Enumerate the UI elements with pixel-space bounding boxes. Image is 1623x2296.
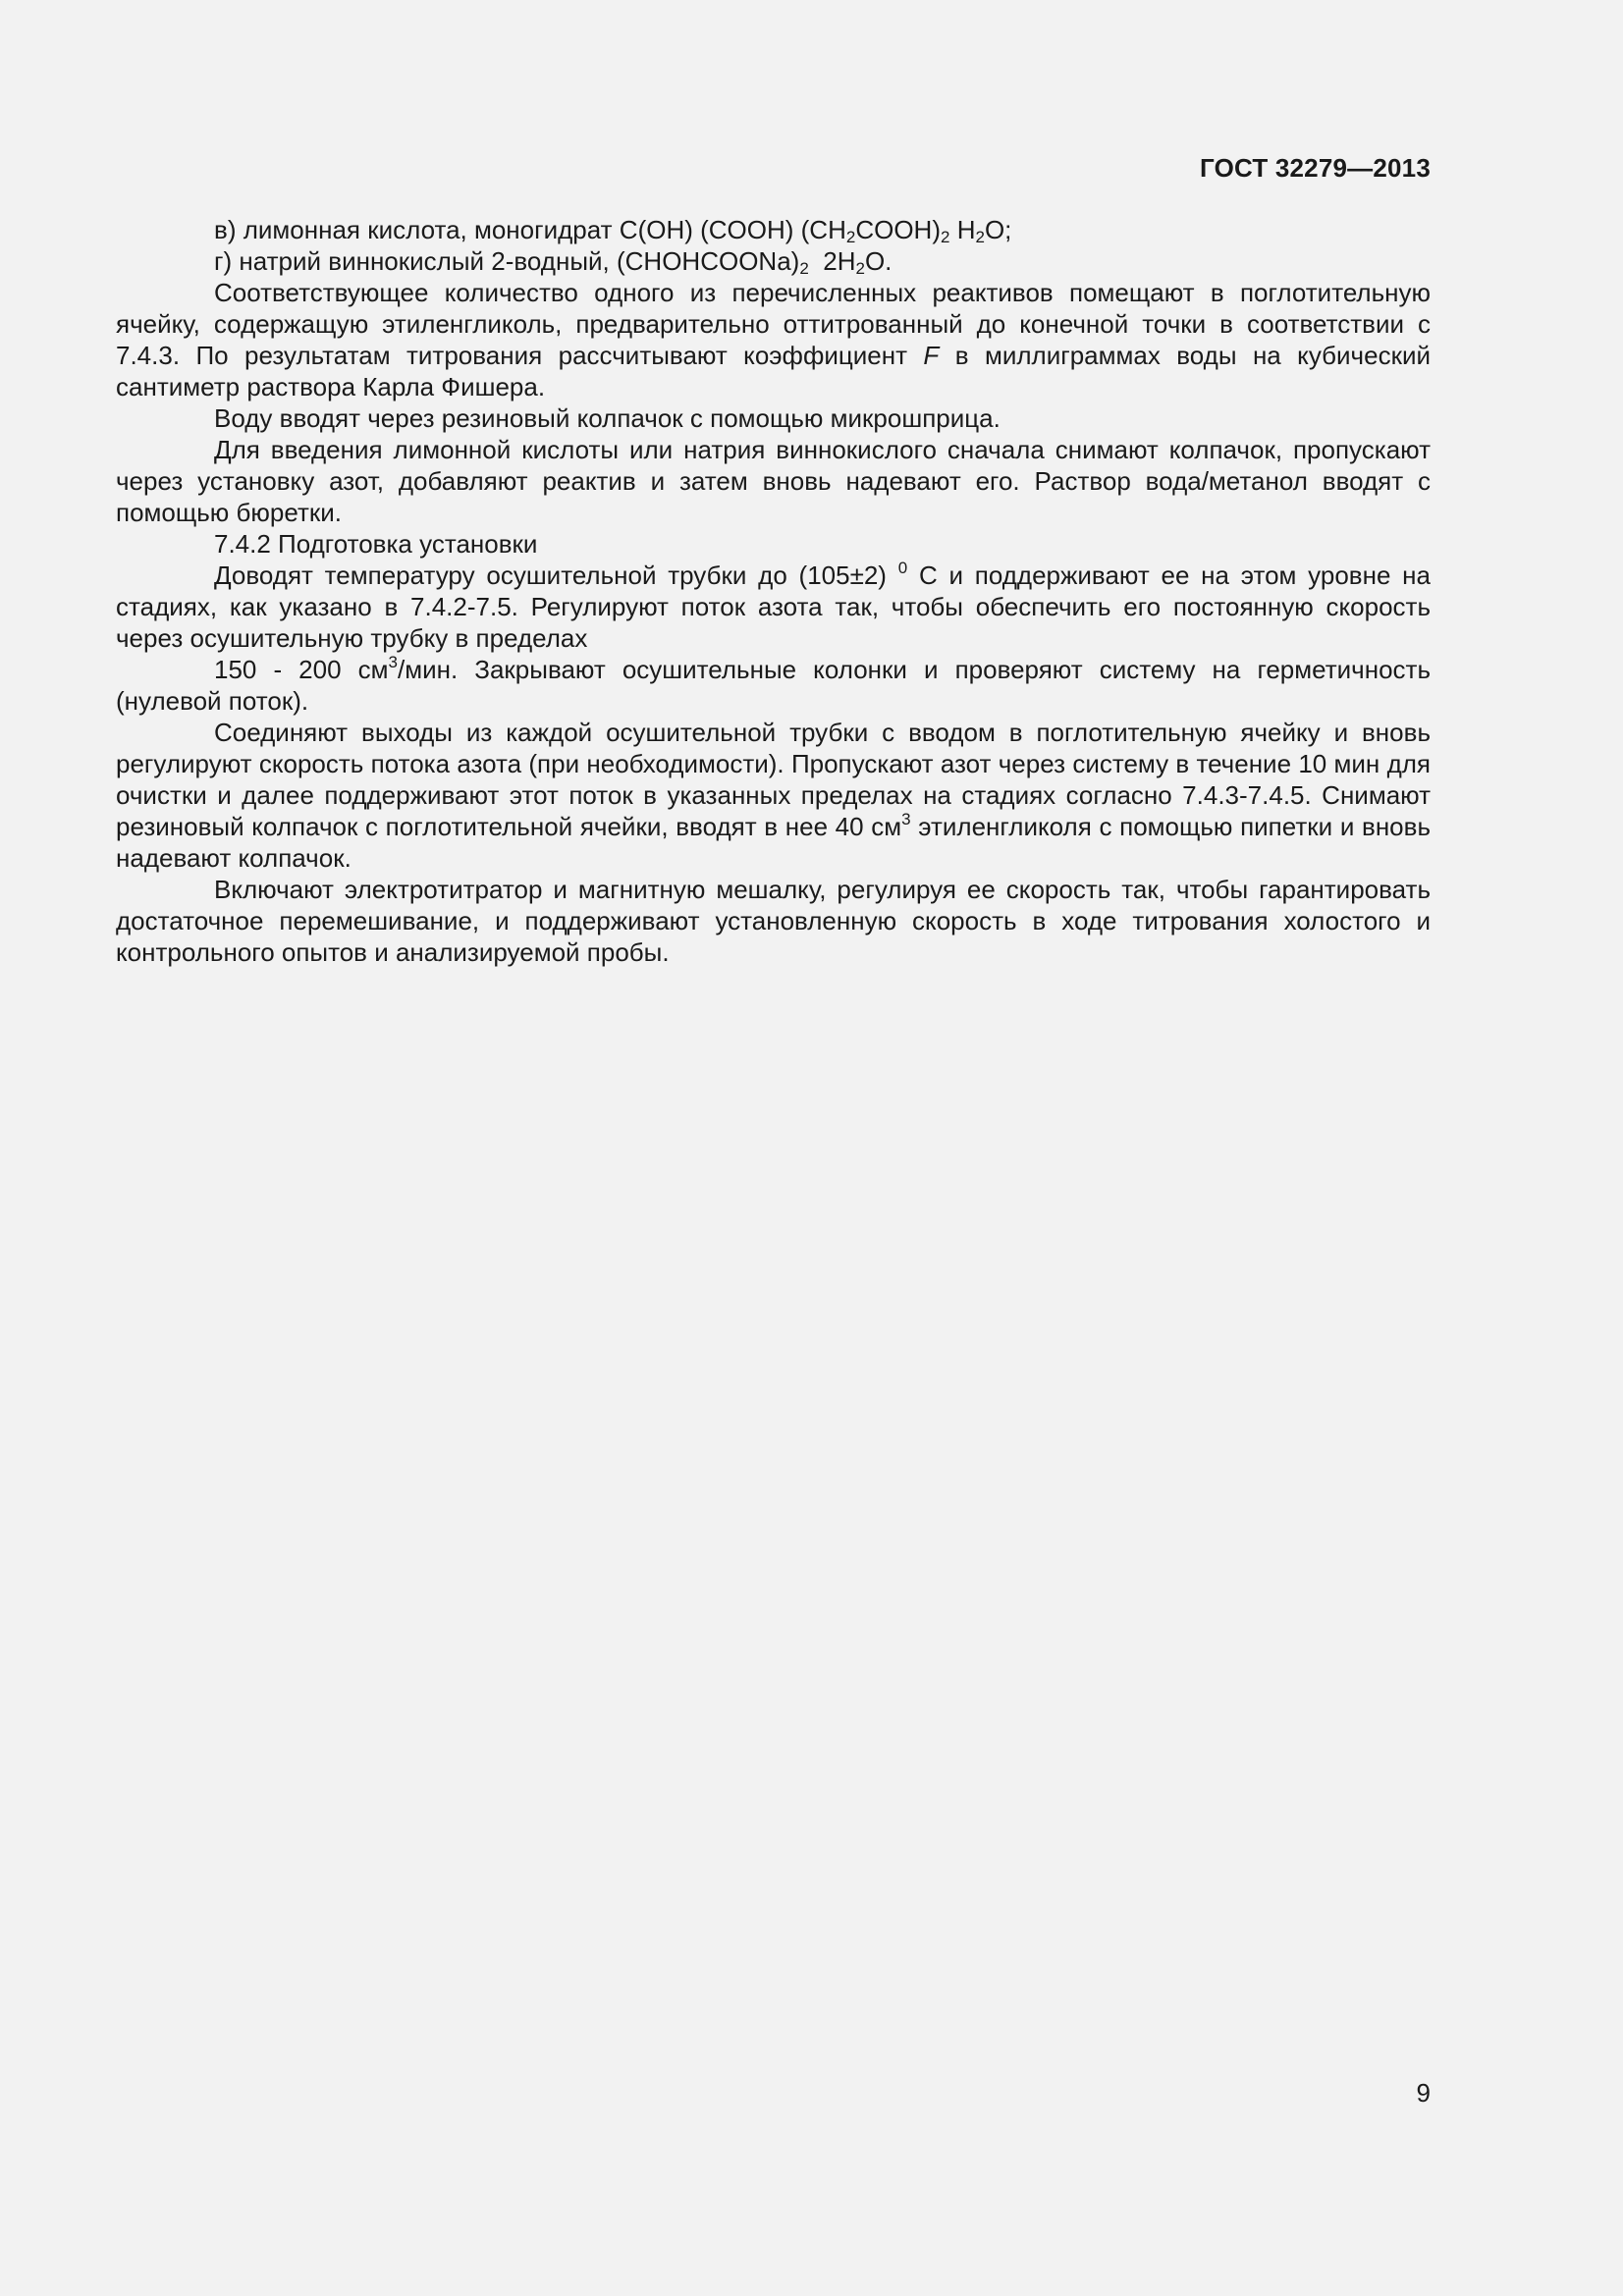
subscript: 2 [845,228,856,246]
subscript: 2 [855,259,865,278]
paragraph-reagent-introduction: Для введения лимонной кислоты или натрия виннокислого сначала снимают колпачок, пропускают через установку азот, добавляют реактив и затем вновь надевают его. Раствор вода/метанол вводят с помощью бюретки. [116,435,1431,527]
page-number: 9 [1416,2078,1431,2108]
text-span: Соответствующее количество одного из перечисленных реактивов помещают в поглотительную ячейку, содержащую этиленгликоль, предварительно оттитрованный до конечной точки в соответствии с 7.4.3. По результатам титрования рассчитывают коэффициент [116,278,1431,370]
text-span: COOH) [855,215,941,244]
text-span: в) лимонная кислота, моногидрат C(OH) (COOH) (CH [214,215,846,244]
text-span: O; [984,215,1012,244]
paragraph-connect-outlets [116,717,1431,874]
superscript: 3 [901,810,911,828]
section-heading-7-4-2: 7.4.2 Подготовка установки [214,529,538,559]
paragraph-water-injection: Воду вводят через резиновый колпачок с помощью микрошприца. [214,403,1001,433]
text-span: в миллиграммах воды на кубический сантиметр раствора Карла Фишера. [116,341,1431,401]
text-span: O. [864,246,893,276]
text-span: г) натрий виннокислый 2-водный, (CHOHCOONa) [214,246,800,276]
text-span: 150 - 200 см [214,655,389,684]
variable-f: F [923,341,940,370]
text-span: С и поддерживают ее на этом уровне на стадиях, как указано в 7.4.2-7.5. Регулируют поток азота так, чтобы обеспечить его постоянную скорость через осушительную трубку в пределах [116,561,1432,653]
text-span: Доводят температуру осушительной трубки до (105±2) [214,561,898,590]
subscript: 2 [799,259,809,278]
paragraph-flow-rate [116,654,1431,717]
text-span: /мин. Закрывают осушительные колонки и проверяют систему на герметичность (нулевой поток). [116,655,1431,716]
paragraph-drying-tube-temperature [116,560,1431,654]
paragraph-sodium-tartrate [116,245,1431,277]
document-id-header: ГОСТ 32279—2013 [1200,153,1431,183]
paragraph-citric-acid [116,214,1431,245]
subscript: 2 [941,228,950,246]
superscript: 0 [897,559,908,577]
subscript: 2 [975,228,985,246]
text-span: H [949,215,976,244]
paragraph-titrator-start: Включают электротитратор и магнитную мешалку, регулируя ее скорость так, чтобы гарантировать достаточное перемешивание, и поддерживают установленную скорость в ходе титрования холостого и контрольного опытов и анализируемой пробы. [116,875,1431,967]
text-span: Соединяют выходы из каждой осушительной трубки с вводом в поглотительную ячейку и вновь регулируют скорость потока азота (при необходимости). Пропускают азот через систему в течение 10 мин для очистки и далее поддерживают этот поток в указанных пределах на стадиях согласно 7.4.3-7.4.5. Снимают резиновый колпачок с поглотительной ячейки, вводят в нее 40 см [116,718,1431,841]
text-span: 2H [808,246,856,276]
text-span: этиленгликоля с помощью пипетки и вновь надевают колпачок. [116,812,1431,873]
body-text [116,214,1431,968]
paragraph-reagent-titration [116,277,1431,402]
superscript: 3 [388,653,398,671]
